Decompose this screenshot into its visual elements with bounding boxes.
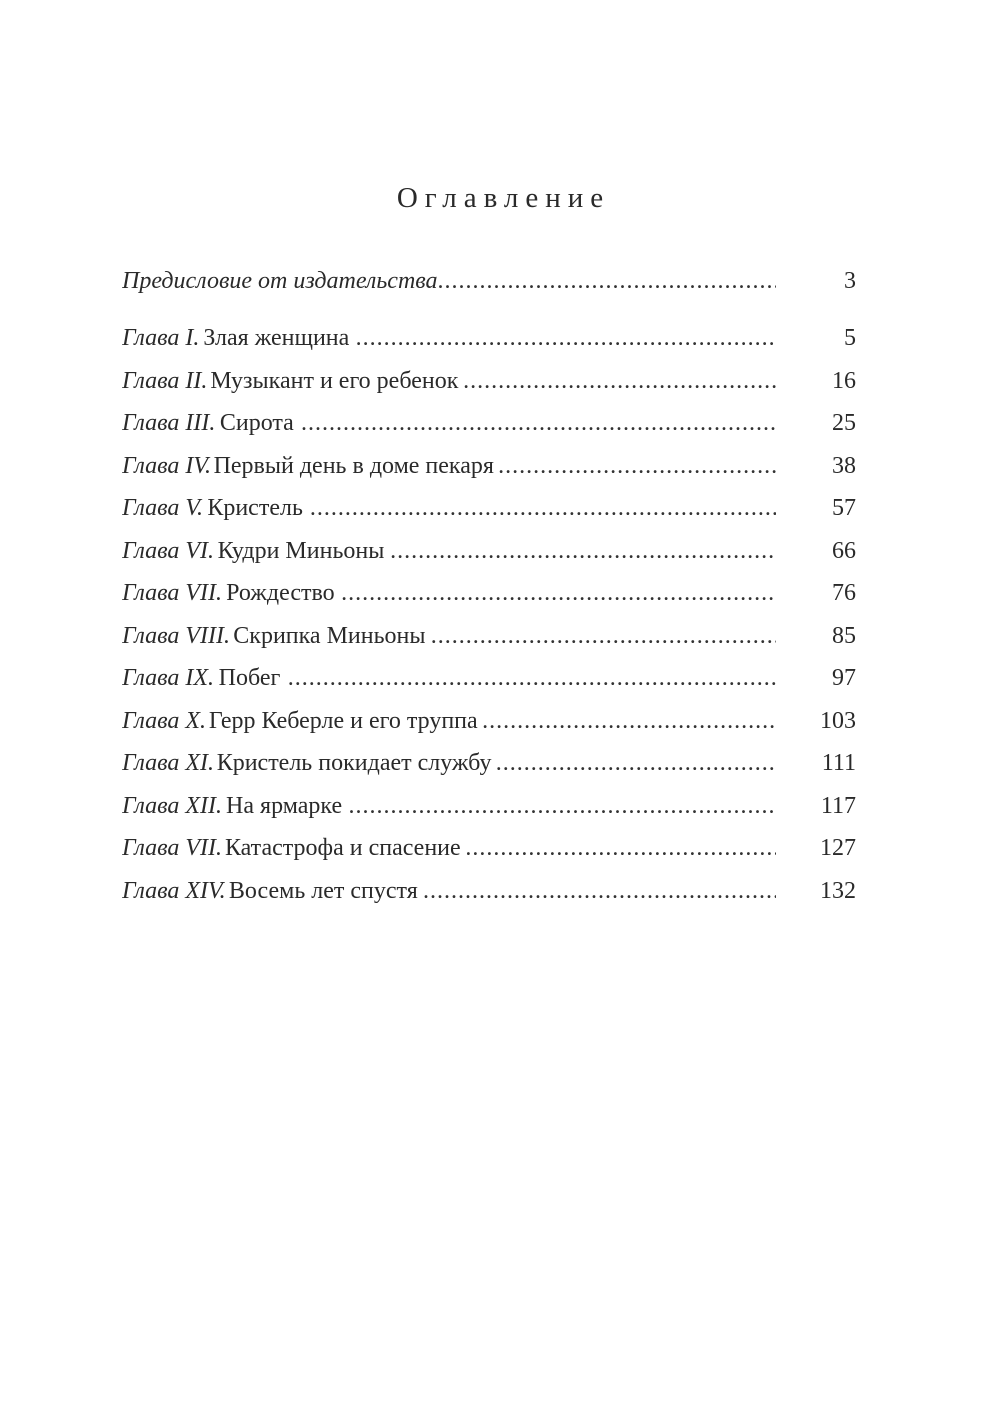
dot-leader bbox=[431, 619, 776, 653]
chapter-label: Глава IX. bbox=[122, 665, 215, 691]
page-number: 97 bbox=[832, 665, 856, 691]
chapter-title: Кристель bbox=[207, 495, 303, 521]
toc-entry bbox=[122, 746, 860, 780]
page-number: 3 bbox=[844, 268, 856, 294]
page-number: 117 bbox=[820, 793, 856, 819]
toc-entry bbox=[122, 661, 860, 695]
chapter-label: Глава III. bbox=[122, 410, 216, 436]
chapter-title: Катастрофа и спасение bbox=[224, 835, 461, 861]
dot-leader bbox=[496, 746, 776, 780]
page-number: 38 bbox=[832, 453, 856, 479]
dot-leader bbox=[498, 449, 776, 483]
toc-entry bbox=[122, 491, 860, 525]
chapter-label: Глава XII. bbox=[122, 793, 223, 819]
page-number: 85 bbox=[832, 623, 856, 649]
toc-entry bbox=[122, 576, 860, 610]
page-number: 127 bbox=[820, 835, 856, 861]
toc-entry bbox=[122, 321, 860, 355]
toc-entry bbox=[122, 831, 860, 865]
chapter-title: Злая женщина bbox=[203, 325, 350, 351]
dot-leader bbox=[310, 491, 776, 525]
chapter-label: Глава X. bbox=[122, 708, 207, 734]
chapter-title: Скрипка Миньоны bbox=[233, 623, 426, 649]
chapter-label: Глава XI. bbox=[122, 750, 215, 776]
toc-entry bbox=[122, 534, 860, 568]
chapter-title: На ярмарке bbox=[226, 793, 343, 819]
dot-leader bbox=[390, 534, 776, 568]
chapter-title: Побег bbox=[218, 665, 281, 691]
page-number: 111 bbox=[821, 750, 856, 776]
chapter-title: Восемь лет спустя bbox=[228, 878, 418, 904]
chapter-label: Глава II. bbox=[122, 368, 208, 394]
page-number: 25 bbox=[832, 410, 856, 436]
page-number: 5 bbox=[844, 325, 856, 351]
toc-entry bbox=[122, 406, 860, 440]
chapter-title: Сирота bbox=[219, 410, 294, 436]
page-number: 132 bbox=[820, 878, 856, 904]
toc-entry bbox=[122, 704, 860, 738]
dot-leader bbox=[482, 704, 776, 738]
chapter-title: Музыкант и его ребенок bbox=[210, 368, 459, 394]
chapter-label: Глава V. bbox=[122, 495, 203, 521]
chapter-title: Кудри Миньоны bbox=[217, 538, 385, 564]
toc-entry bbox=[122, 364, 860, 398]
toc-entry bbox=[122, 619, 860, 653]
chapter-label: Глава VI. bbox=[122, 538, 215, 564]
dot-leader bbox=[349, 789, 776, 823]
chapter-label: Глава VII. bbox=[122, 580, 223, 606]
chapter-title: Герр Кеберле и его труппа bbox=[208, 708, 478, 734]
toc-entry-preface bbox=[122, 264, 860, 298]
dot-leader bbox=[463, 364, 776, 398]
chapter-title: Рождество bbox=[226, 580, 335, 606]
toc-entry bbox=[122, 449, 860, 483]
chapter-label: Глава XIV. bbox=[122, 878, 226, 904]
chapter-title: Первый день в доме пекаря bbox=[213, 453, 494, 479]
page-number: 103 bbox=[820, 708, 856, 734]
page-number: 66 bbox=[832, 538, 856, 564]
preface-title: Предисловие от издательства bbox=[122, 268, 438, 294]
chapter-label: Глава VIII. bbox=[122, 623, 231, 649]
dot-leader bbox=[288, 661, 776, 695]
dot-leader bbox=[301, 406, 776, 440]
chapter-label: Глава IV. bbox=[122, 453, 211, 479]
dot-leader bbox=[341, 576, 776, 610]
dot-leader bbox=[423, 874, 776, 908]
toc-entry bbox=[122, 789, 860, 823]
chapter-label: Глава VII. bbox=[122, 835, 223, 861]
dot-leader bbox=[356, 321, 776, 355]
page-number: 16 bbox=[832, 368, 856, 394]
page-number: 76 bbox=[832, 580, 856, 606]
page-number: 57 bbox=[832, 495, 856, 521]
dot-leader bbox=[465, 831, 776, 865]
chapter-title: Кристель покидает службу bbox=[216, 750, 492, 776]
toc-entry bbox=[122, 874, 860, 908]
dot-leader bbox=[438, 264, 776, 298]
chapter-label: Глава I. bbox=[122, 325, 200, 351]
page-title: Оглавление bbox=[396, 182, 611, 214]
